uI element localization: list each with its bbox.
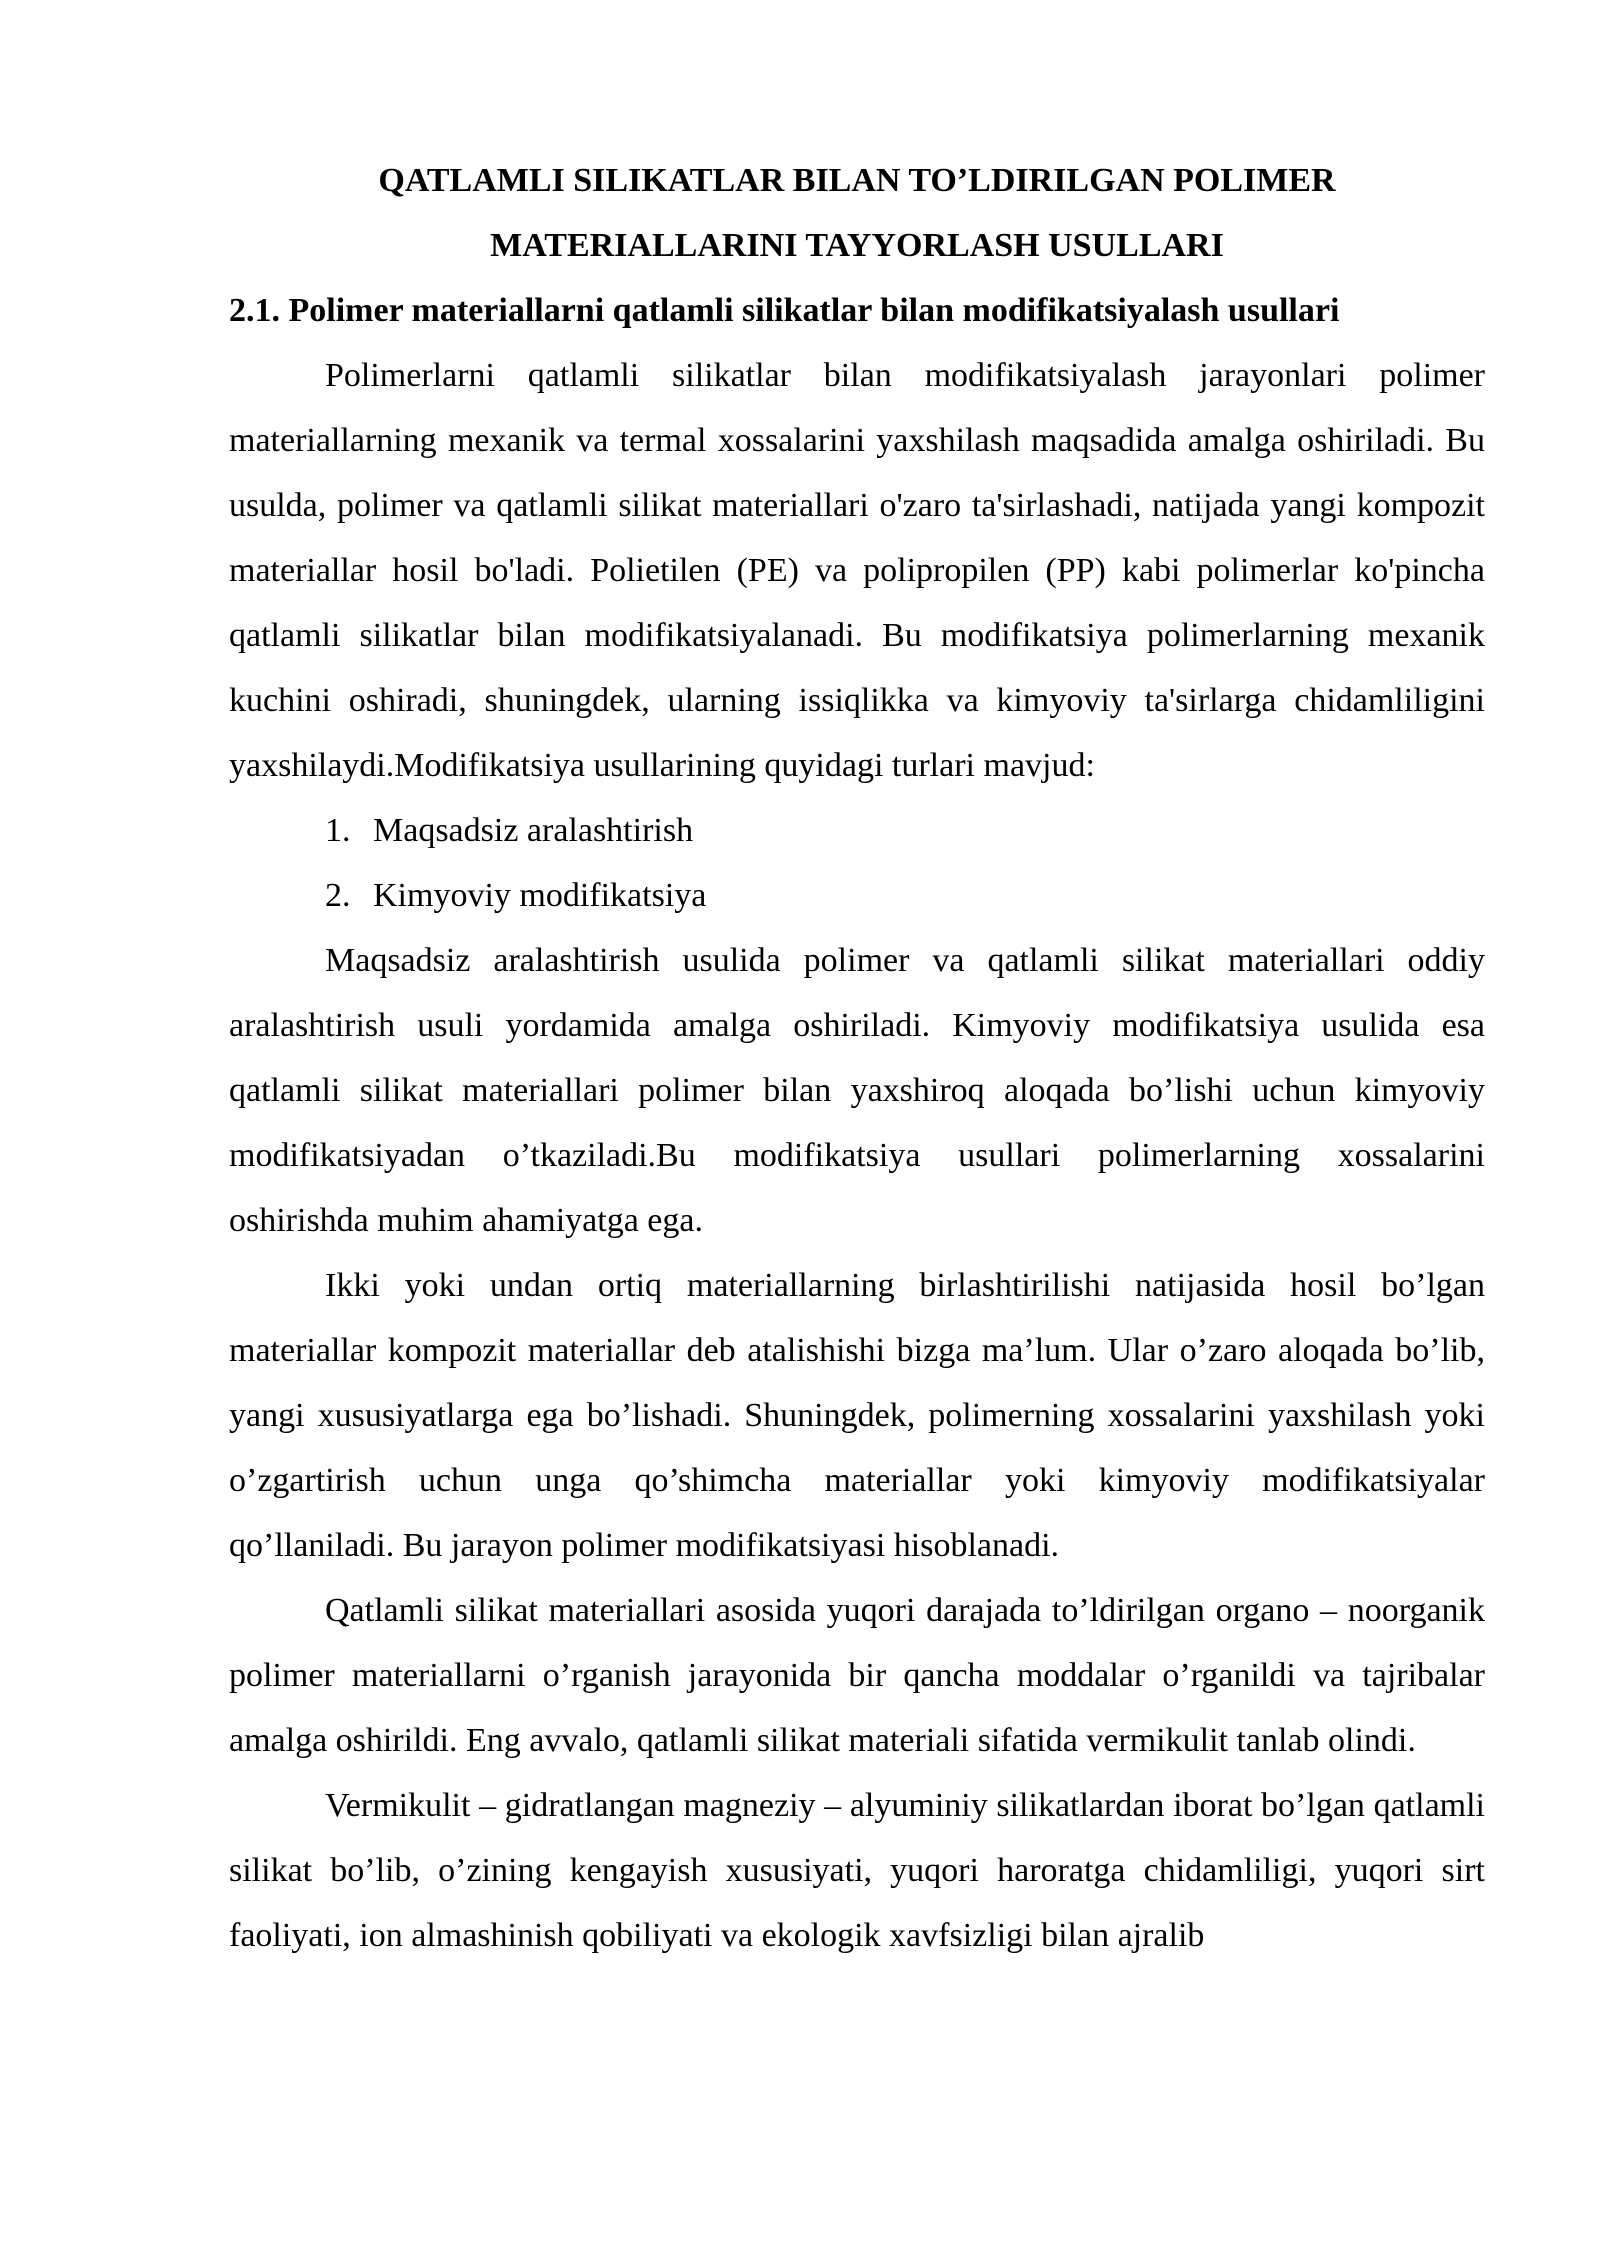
section-heading: 2.1. Polimer materiallarni qatlamli silikatlar bilan modifikatsiyalash usullari: [229, 292, 1340, 329]
list-item-text: Maqsadsiz aralashtirish: [373, 812, 694, 849]
list-item: [229, 798, 1485, 863]
title-line-2: MATERIALLARINI TAYYORLASH USULLARI: [490, 227, 1224, 264]
paragraph-3: Ikki yoki undan ortiq materiallarning birlashtirilishi natijasida hosil bo’lgan materiallar kompozit materiallar deb atalishishi bizga ma’lum. Ular o’zaro aloqada bo’lib, yangi xususiyatlarga ega bo’lishadi. Shuningdek, polimerning xossalarini yaxshilash yoki o’zgartirish uchun unga qo’shimcha materiallar yoki kimyoviy modifikatsiyalar qo’llaniladi. Bu jarayon polimer modifikatsiyasi hisoblanadi.: [229, 1267, 1485, 1564]
list-item-number: 2.: [325, 877, 351, 914]
paragraph-5: Vermikulit – gidratlangan magneziy – alyuminiy silikatlardan iborat bo’lgan qatlamli silikat bo’lib, o’zining kengayish xususiyati, yuqori haroratga chidamliligi, yuqori sirt faoliyati, ion almashinish qobiliyati va ekologik xavfsizligi bilan ajralib: [229, 1787, 1485, 1954]
list-item: [229, 863, 1485, 928]
title-line-1: QATLAMLI SILIKATLAR BILAN TO’LDIRILGAN POLIMER: [378, 162, 1336, 199]
paragraph-1: Polimerlarni qatlamli silikatlar bilan modifikatsiyalash jarayonlari polimer materiallarning mexanik va termal xossalarini yaxshilash maqsadida amalga oshiriladi. Bu usulda, polimer va qatlamli silikat materiallari o'zaro ta'sirlashadi, natijada yangi kompozit materiallar hosil bo'ladi. Polietilen (PE) va polipropilen (PP) kabi polimerlar ko'pincha qatlamli silikatlar bilan modifikatsiyalanadi. Bu modifikatsiya polimerlarning mexanik kuchini oshiradi, shuningdek, ularning issiqlikka va kimyoviy ta'sirlarga chidamliligini yaxshilaydi.Modifikatsiya usullarining quyidagi turlari mavjud:: [229, 357, 1485, 784]
document-body: [229, 148, 1485, 1968]
paragraph-4: Qatlamli silikat materiallari asosida yuqori darajada to’ldirilgan organo – noorganik polimer materiallarni o’rganish jarayonida bir qancha moddalar o’rganildi va tajribalar amalga oshirildi. Eng avvalo, qatlamli silikat materiali sifatida vermikulit tanlab olindi.: [229, 1592, 1485, 1759]
document-title: [229, 148, 1485, 278]
list-item-number: 1.: [325, 812, 351, 849]
paragraph-2: Maqsadsiz aralashtirish usulida polimer va qatlamli silikat materiallari oddiy aralashtirish usuli yordamida amalga oshiriladi. Kimyoviy modifikatsiya usulida esa qatlamli silikat materiallari polimer bilan yaxshiroq aloqada bo’lishi uchun kimyoviy modifikatsiyadan o’tkaziladi.Bu modifikatsiya usullari polimerlarning xossalarini oshirishda muhim ahamiyatga ega.: [229, 942, 1485, 1239]
methods-list: [229, 798, 1485, 928]
list-item-text: Kimyoviy modifikatsiya: [373, 877, 707, 914]
